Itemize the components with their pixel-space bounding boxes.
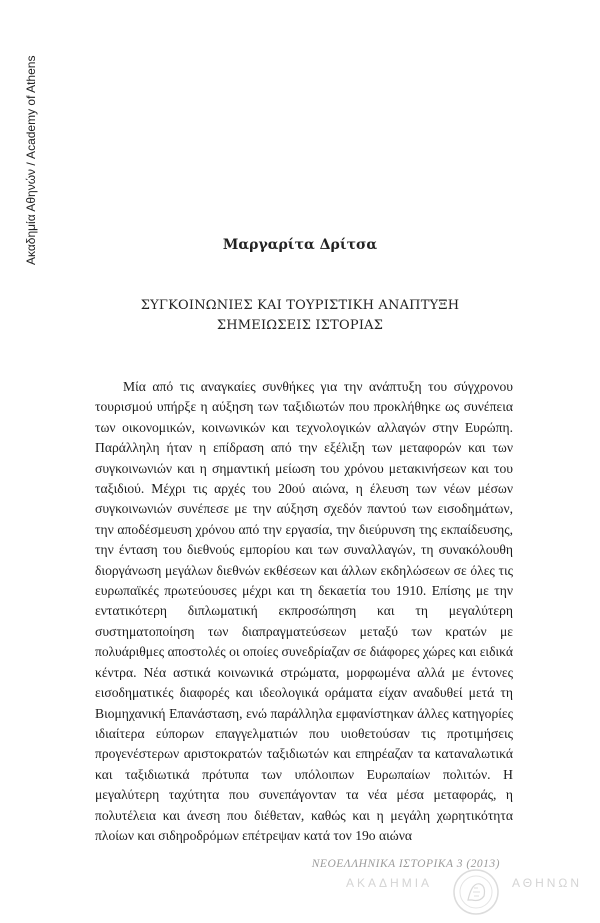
body-paragraph: Μία από τις αναγκαίες συνθήκες για την ανάπτυξη του σύγχρονου τουρισμού υπήρξε η αύξηση των ταξιδιωτών που προκλήθηκε ως συνέπεια των οικονομικών, κοινωνικών και τεχνολογικών αλλαγών στην Ευρώπη. Παράλληλη ήταν η επίδραση από την εξέλιξη των μεταφορών και των συγκοινωνιών και η σημαντική μείωση του χρόνου μετακινήσεων και του ταξιδιού. Μέχρι τις αρχές του 20ού αιώνα, η έλευση των νέων μέσων συγκοινωνιών συνέπεσε με την αύξηση σχεδόν παντού των εισοδημάτων, την αποδέσμευση χρόνου από την εργασία, την διεύρυνση της εκπαίδευσης, την ένταση του διεθνούς εμπορίου και των συναλλαγών, τη συνακόλουθη διοργάνωση μεγάλων διεθνών εκθέσεων και άλλων εκδηλώσεων σε όλες τις ευρωπαϊκές πρωτεύουσες μέχρι και τη δεκαετία του 1910. Επίσης με την εντατικότερη διπλωματική εκπροσώπηση και τη μεγαλύτερη συστηματοποίηση των διαπραγματεύσεων μεταξύ των κρατών με πολυάριθμες αποστολές οι οποίες συνεδρίαζαν σε διάφορες χώρες και ειδικά κέντρα. Νέα αστικά κοινωνικά στρώματα, μορφωμένα αλλά με έντονες εισοδηματικές διαφορές και ιδεολογικά οράματα είχαν αναδυθεί μετά τη Βιομηχανική Επανάσταση, ενώ παράλληλα εμφανίστηκαν άλλες κατηγορίες ιδιαίτερα εύπορων επαγγελματιών που υιοθετούσαν τις προτιμήσεις προγενέστερων αριστοκρατών ταξιδιωτών και επηρέαζαν τα καταναλωτικά και ταξιδιωτικά πρότυπα των υπόλοιπων Ευρωπαίων πολιτών. Η μεγαλύτερη ταχύτητα που συνεπάγονταν τα νέα μέσα μεταφοράς, η πολυτέλεια και άνεση που διέθεταν, καθώς και η μεγάλη χωρητικότητα πλοίων και σιδηροδρόμων επέτρεψαν κατά τον 19ο αιώνα [95, 379, 513, 843]
stamp-text-right: ΑΘΗΝΩΝ [512, 876, 583, 890]
title-line-1: ΣΥΓΚΟΙΝΩΝΙΕΣ ΚΑΙ ΤΟΥΡΙΣΤΙΚΗ ΑΝΑΠΤΥΞΗ [140, 298, 460, 313]
article-title [0, 296, 600, 336]
title-line-2: ΣΗΜΕΙΩΣΕΙΣ ΙΣΤΟΡΙΑΣ [216, 318, 384, 333]
journal-reference: ΝΕΟΕΛΛΗΝΙΚΑ ΙΣΤΟΡΙΚΑ 3 (2013) [311, 858, 500, 870]
side-note: Ακαδημία Αθηνών / Academy of Athens [24, 55, 38, 265]
library-stamp [340, 872, 583, 922]
stamp-text-left: ΑΚΑΔΗΜΙΑ [346, 876, 433, 890]
author-name: Μαργαρίτα Δρίτσα [222, 237, 378, 253]
academy-seal-icon [450, 866, 502, 918]
